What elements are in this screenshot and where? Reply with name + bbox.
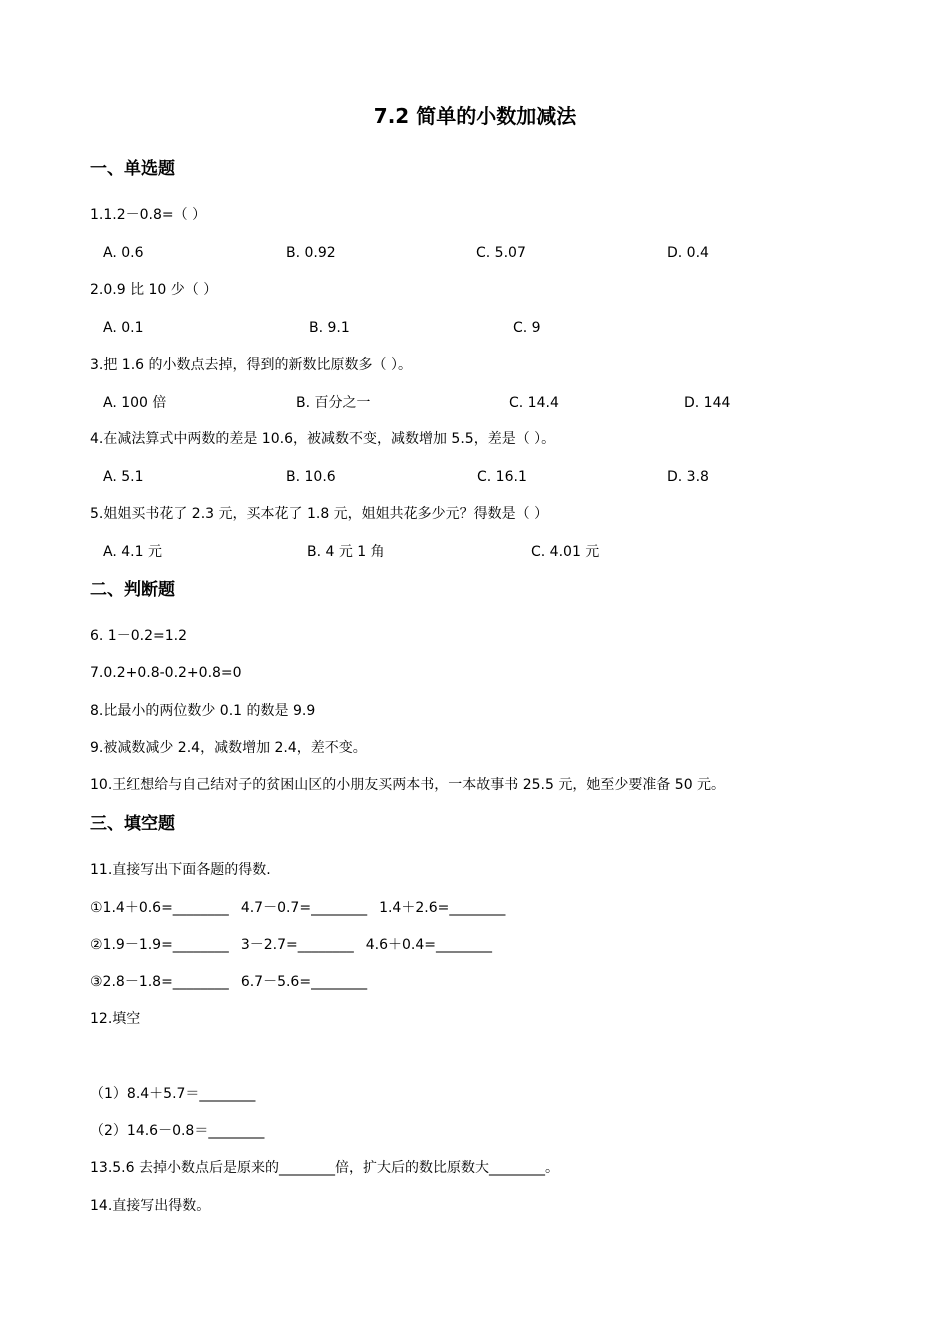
q11-item: ①1.4＋0.6=________ (90, 900, 229, 916)
question-11-row-2 (90, 935, 492, 955)
question-14: 14.直接写出得数。 (90, 1198, 211, 1214)
question-5-stem: 5.姐姐买书花了 2.3 元，买本花了 1.8 元，姐姐共花多少元？得数是（ ） (90, 506, 549, 522)
question-4-option-a: A. 5.1 (103, 469, 144, 485)
question-3-option-b: B. 百分之一 (296, 395, 371, 411)
question-3-option-a: A. 100 倍 (103, 395, 167, 411)
question-5-option-c: C. 4.01 元 (531, 544, 600, 560)
question-10: 10.王红想给与自己结对子的贫困山区的小朋友买两本书，一本故事书 25.5 元，她至少要准备 50 元。 (90, 777, 726, 793)
question-2-stem: 2.0.9 比 10 少（ ） (90, 282, 218, 298)
question-7: 7.0.2+0.8-0.2+0.8=0 (90, 665, 242, 681)
q11-item: 6.7－5.6=________ (240, 974, 368, 990)
q11-item: 4.6＋0.4=________ (365, 937, 492, 953)
q11-item: 4.7－0.7=________ (240, 900, 368, 916)
question-12-part-1: （1）8.4＋5.7＝________ (90, 1086, 256, 1102)
question-12-stem: 12.填空 (90, 1011, 141, 1027)
q11-item: ②1.9－1.9=________ (90, 937, 229, 953)
question-4-option-d: D. 3.8 (667, 469, 709, 485)
question-13: 13.5.6 去掉小数点后是原来的________倍，扩大后的数比原数大________。 (90, 1160, 559, 1176)
question-9: 9.被减数减少 2.4，减数增加 2.4，差不变。 (90, 740, 367, 756)
question-2-option-b: B. 9.1 (309, 320, 350, 336)
section-heading-single-choice: 一、单选题 (90, 159, 175, 179)
question-4-stem: 4.在减法算式中两数的差是 10.6，被减数不变，减数增加 5.5，差是（ ）。 (90, 431, 556, 447)
question-2-option-a: A. 0.1 (103, 320, 144, 336)
question-3-stem: 3.把 1.6 的小数点去掉，得到的新数比原数多（ ）。 (90, 357, 412, 373)
question-3-option-c: C. 14.4 (509, 395, 559, 411)
question-11-stem: 11.直接写出下面各题的得数. (90, 862, 271, 878)
question-12-part-2: （2）14.6－0.8＝________ (90, 1123, 265, 1139)
section-heading-fill-blank: 三、填空题 (90, 814, 175, 834)
question-5-option-a: A. 4.1 元 (103, 544, 162, 560)
question-1-option-c: C. 5.07 (476, 245, 526, 261)
question-3-option-d: D. 144 (684, 395, 731, 411)
question-1-stem: 1.1.2－0.8=（ ） (90, 207, 207, 223)
question-4-option-c: C. 16.1 (477, 469, 527, 485)
question-8: 8.比最小的两位数少 0.1 的数是 9.9 (90, 703, 316, 719)
page-title: 7.2 简单的小数加减法 (373, 104, 577, 128)
q11-item: 1.4＋2.6=________ (379, 900, 506, 916)
question-11-row-3 (90, 972, 367, 992)
question-6: 6. 1－0.2=1.2 (90, 628, 187, 644)
section-heading-true-false: 二、判断题 (90, 580, 175, 600)
question-4-option-b: B. 10.6 (286, 469, 336, 485)
q11-item: 3－2.7=________ (240, 937, 354, 953)
question-1-option-a: A. 0.6 (103, 245, 144, 261)
question-11-row-1 (90, 898, 505, 918)
question-2-option-c: C. 9 (513, 320, 541, 336)
question-1-option-b: B. 0.92 (286, 245, 336, 261)
q11-item: ③2.8－1.8=________ (90, 974, 229, 990)
question-5-option-b: B. 4 元 1 角 (307, 544, 385, 560)
question-1-option-d: D. 0.4 (667, 245, 709, 261)
